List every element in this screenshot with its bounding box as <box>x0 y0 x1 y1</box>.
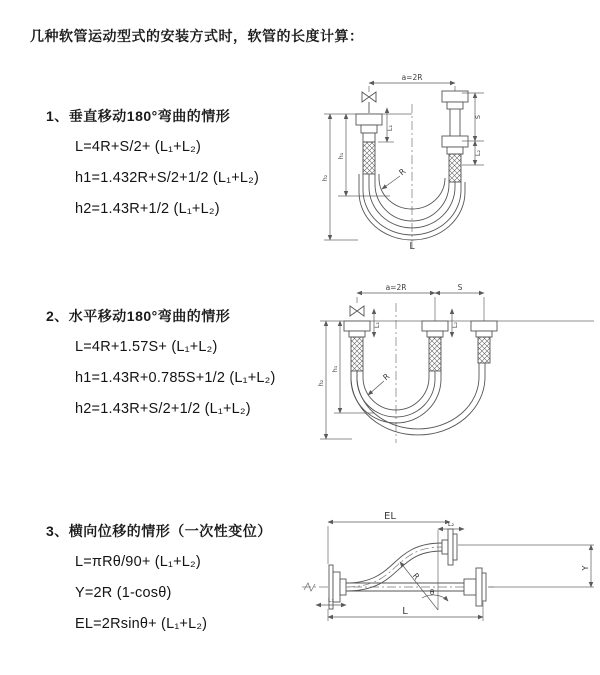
dim-label-h1: h₁ <box>337 152 345 160</box>
dim-label-s: S <box>474 114 482 120</box>
formula-line: L=πRθ/90+ (L₁+L₂) <box>75 554 201 570</box>
hose-braid <box>449 154 461 182</box>
section-3-formulas <box>75 547 272 640</box>
page-title: 几种软管运动型式的安装方式时，软管的长度计算： <box>30 28 364 44</box>
hose-braid <box>478 337 490 363</box>
right-fitting <box>442 91 468 182</box>
diagram-vertical-180-bend <box>312 68 600 260</box>
dim-label-l2: L₂ <box>451 321 459 329</box>
formula-line: Y=2R (1-cosθ) <box>75 585 172 601</box>
section-2-heading: 2、水平移动180°弯曲的情形 <box>46 308 231 324</box>
diagram-3-svg <box>298 502 598 654</box>
dim-label-el: EL <box>384 511 396 522</box>
formula-line: EL=2Rsinθ+ (L₁+L₂) <box>75 616 208 632</box>
hose-braid <box>363 142 375 174</box>
right-fitting <box>471 321 497 363</box>
valve-icon <box>350 306 364 316</box>
section-3-heading: 3、横向位移的情形（一次性变位） <box>46 523 272 539</box>
formula-line: L=4R+S/2+ (L₁+L₂) <box>75 139 201 155</box>
dim-label-h2: h₂ <box>317 379 325 387</box>
dim-label-h1: h₁ <box>331 365 339 373</box>
diagram-2-svg <box>312 281 600 453</box>
dim-label-l: L <box>409 241 415 252</box>
formula-line: h1=1.432R+S/2+1/2 (L₁+L₂) <box>75 170 260 186</box>
dim-label-r: R <box>410 571 422 582</box>
diagram-horizontal-180-bend <box>312 281 600 453</box>
section-1-formulas <box>75 132 259 225</box>
section-1-heading: 1、垂直移动180°弯曲的情形 <box>46 108 231 124</box>
left-fitting <box>344 321 370 371</box>
dim-label-r: R <box>397 166 408 178</box>
hose-braid <box>429 337 441 371</box>
diagram-1-svg <box>312 68 600 260</box>
right-flange-original <box>464 568 486 606</box>
radius-leader <box>400 562 438 610</box>
dim-label-r: R <box>381 371 392 383</box>
middle-fitting <box>422 321 448 371</box>
dim-label-l2: L₂ <box>447 520 455 528</box>
dim-label-l2: L₂ <box>474 149 482 157</box>
formula-line: h2=1.43R+S/2+1/2 (L₁+L₂) <box>75 401 251 417</box>
hose-s-curve <box>346 543 442 591</box>
radius-leader <box>368 381 384 395</box>
section-2-formulas <box>75 332 276 425</box>
break-mark <box>304 583 315 591</box>
dim-label-theta: θ <box>429 588 435 597</box>
valve-icon <box>362 92 376 113</box>
left-fitting <box>356 114 382 174</box>
right-flange-displaced <box>442 529 457 565</box>
hose-braid <box>351 337 363 371</box>
dim-label-a2r: a=2R <box>401 73 423 82</box>
dim-label-s: S <box>457 283 463 292</box>
section-3 <box>46 521 272 640</box>
dim-label-a2r: a=2R <box>385 283 407 292</box>
dim-label-y: Y <box>581 565 590 571</box>
dim-label-l: L <box>402 606 408 617</box>
formula-line: h2=1.43R+1/2 (L₁+L₂) <box>75 201 220 217</box>
radius-leader <box>382 176 400 189</box>
dim-label-l1: L₁ <box>373 321 381 329</box>
dim-label-l1: L₁ <box>386 124 394 132</box>
dim-label-h2: h₂ <box>321 174 329 182</box>
section-2 <box>46 306 276 425</box>
formula-line: h1=1.43R+0.785S+1/2 (L₁+L₂) <box>75 370 276 386</box>
diagram-lateral-displacement <box>298 502 598 654</box>
section-1 <box>46 106 259 225</box>
formula-line: L=4R+1.57S+ (L₁+L₂) <box>75 339 218 355</box>
hose-curves <box>351 363 485 435</box>
angle-arc <box>422 595 448 601</box>
dim-label-l1: L₁ <box>327 596 335 604</box>
